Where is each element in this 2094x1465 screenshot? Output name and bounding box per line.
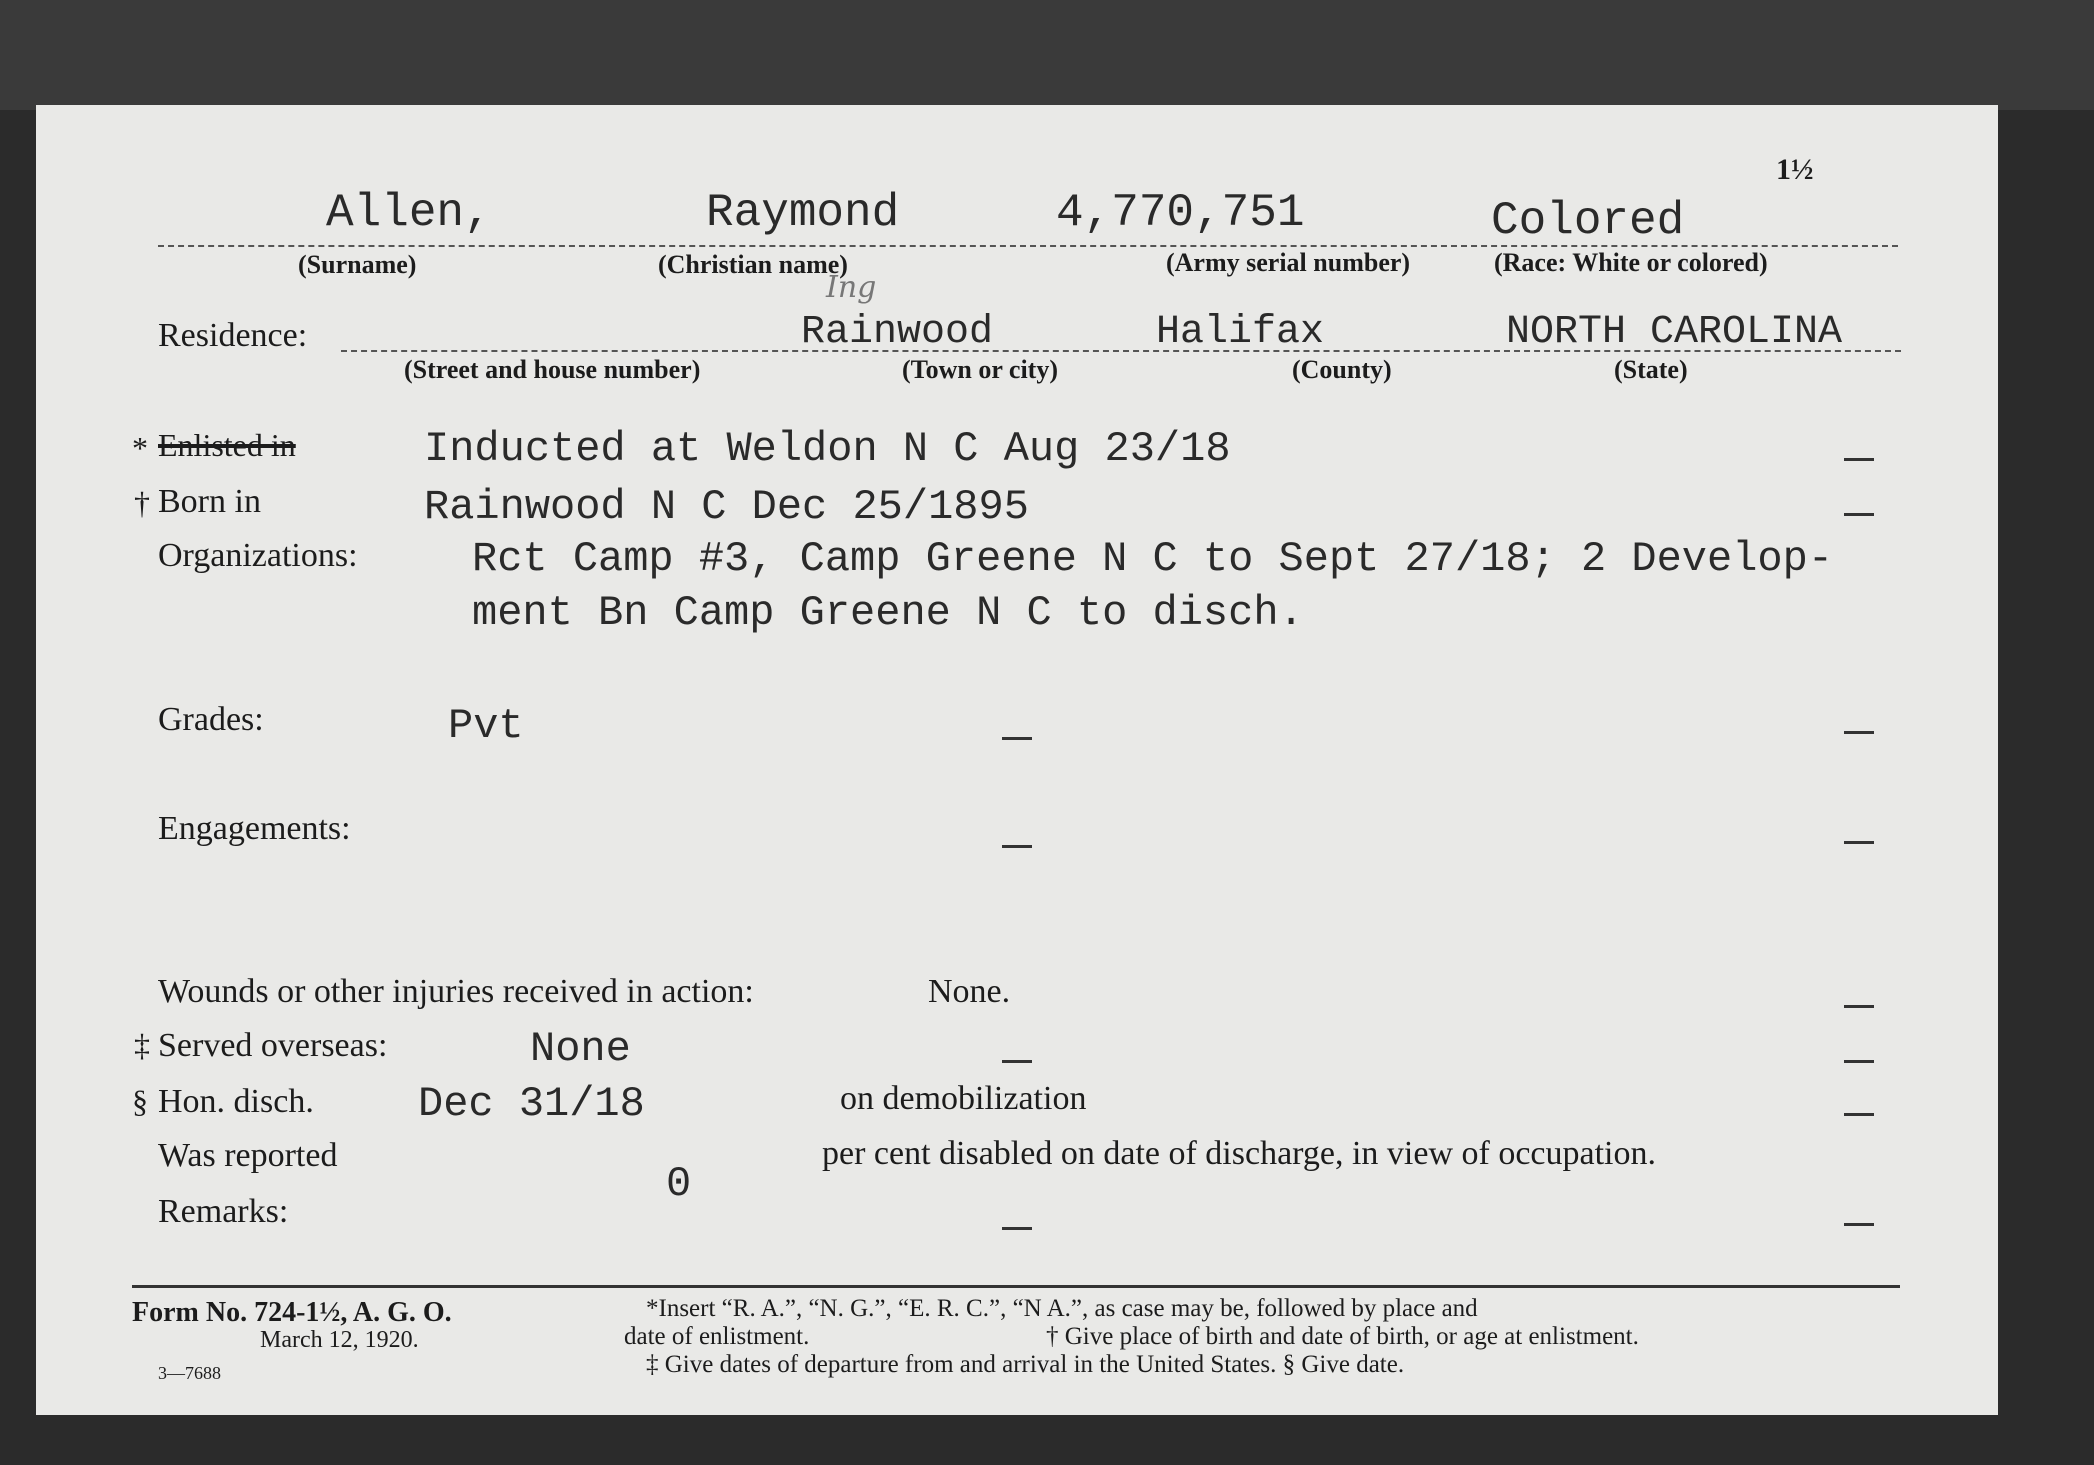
enlisted-dash bbox=[1844, 458, 1874, 461]
form-number: Form No. 724-1½, A. G. O. bbox=[132, 1297, 452, 1328]
residence-line bbox=[341, 350, 1901, 352]
discharge-value: Dec 31/18 bbox=[418, 1080, 645, 1128]
remarks-dash-mid bbox=[1002, 1227, 1032, 1230]
background-top bbox=[0, 0, 2094, 110]
wounds-label: Wounds or other injuries received in action: bbox=[158, 973, 754, 1010]
serial-number-value: 4,770,751 bbox=[1056, 187, 1305, 239]
discharge-mark: § bbox=[132, 1083, 148, 1119]
overseas-value: None bbox=[530, 1025, 631, 1073]
surname-label: (Surname) bbox=[298, 250, 417, 279]
race-value: Colored bbox=[1491, 195, 1685, 247]
engagements-dash-mid bbox=[1002, 845, 1032, 848]
footnote-birth: † Give place of birth and date of birth, or age at enlistment. bbox=[1046, 1323, 1639, 1350]
enlisted-label: Enlisted in bbox=[158, 427, 296, 463]
card-number: 1½ bbox=[1776, 153, 1814, 186]
state-label: (State) bbox=[1614, 355, 1688, 384]
surname-value: Allen, bbox=[326, 187, 492, 239]
print-code: 3—7688 bbox=[158, 1363, 221, 1383]
wounds-value: None. bbox=[928, 973, 1011, 1010]
footnote-enlistment-date: date of enlistment. bbox=[624, 1323, 810, 1350]
born-mark: † bbox=[134, 485, 150, 521]
county-value: Halifax bbox=[1156, 310, 1325, 355]
town-annotation: Ing bbox=[826, 270, 877, 305]
enlisted-value: Inducted at Weldon N C Aug 23/18 bbox=[424, 425, 1231, 473]
organizations-label: Organizations: bbox=[158, 537, 358, 574]
grades-dash-mid bbox=[1002, 737, 1032, 740]
town-label: (Town or city) bbox=[902, 355, 1058, 384]
engagements-label: Engagements: bbox=[158, 810, 351, 847]
engagements-dash-right bbox=[1844, 841, 1874, 844]
discharge-reason: on demobilization bbox=[840, 1080, 1087, 1117]
christian-name-label: (Christian name) bbox=[658, 250, 848, 279]
serial-number-label: (Army serial number) bbox=[1166, 248, 1411, 277]
reported-label: Was reported bbox=[158, 1137, 338, 1174]
county-label: (County) bbox=[1292, 355, 1392, 384]
footnote-enlistment: *Insert “R. A.”, “N. G.”, “E. R. C.”, “N A.”, as case may be, followed by place and bbox=[646, 1295, 1478, 1322]
state-value: NORTH CAROLINA bbox=[1506, 310, 1843, 355]
organizations-line-1: Rct Camp #3, Camp Greene N C to Sept 27/18; 2 Develop- bbox=[472, 535, 1834, 583]
disability-percent-value: 0 bbox=[666, 1160, 692, 1208]
wounds-dash bbox=[1844, 1005, 1874, 1008]
overseas-mark: ‡ bbox=[134, 1027, 150, 1063]
discharge-label: Hon. disch. bbox=[158, 1083, 314, 1120]
overseas-dash-mid bbox=[1002, 1060, 1032, 1063]
street-label: (Street and house number) bbox=[404, 355, 701, 384]
enlisted-mark: * bbox=[132, 430, 148, 466]
service-record-card bbox=[36, 105, 1998, 1415]
organizations-line-2: ment Bn Camp Greene N C to disch. bbox=[472, 589, 1304, 637]
disability-text: per cent disabled on date of discharge, in view of occupation. bbox=[822, 1135, 1656, 1172]
grades-dash-right bbox=[1844, 731, 1874, 734]
name-row-line bbox=[158, 245, 1898, 247]
born-dash bbox=[1844, 513, 1874, 516]
overseas-dash-right bbox=[1844, 1060, 1874, 1063]
born-value: Rainwood N C Dec 25/1895 bbox=[424, 483, 1029, 531]
form-date: March 12, 1920. bbox=[260, 1327, 419, 1353]
born-label: Born in bbox=[158, 483, 261, 520]
remarks-label: Remarks: bbox=[158, 1193, 289, 1230]
footnote-overseas: ‡ Give dates of departure from and arrival in the United States. § Give date. bbox=[646, 1351, 1405, 1378]
discharge-dash bbox=[1844, 1113, 1874, 1116]
grades-value: Pvt bbox=[448, 702, 524, 750]
overseas-label: Served overseas: bbox=[158, 1027, 388, 1064]
christian-name-value: Raymond bbox=[706, 187, 900, 239]
town-value: Rainwood bbox=[801, 310, 994, 355]
remarks-dash-right bbox=[1844, 1223, 1874, 1226]
race-label: (Race: White or colored) bbox=[1494, 248, 1768, 277]
grades-label: Grades: bbox=[158, 701, 264, 738]
footer-rule bbox=[132, 1285, 1900, 1288]
residence-label: Residence: bbox=[158, 317, 308, 354]
